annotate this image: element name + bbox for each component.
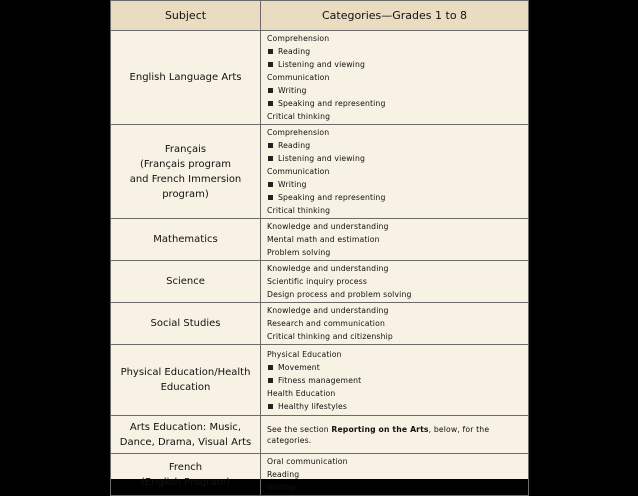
categories-cell	[261, 416, 529, 454]
category-bullet-item: Writing	[267, 84, 528, 97]
subject-label-line: (English Program)	[140, 476, 231, 488]
category-bullet-item: Listening and viewing	[267, 152, 528, 165]
table-body	[111, 31, 529, 496]
category-item: Design process and problem solving	[267, 290, 412, 299]
table-row	[111, 454, 529, 496]
category-bullet-item: Speaking and representing	[267, 97, 528, 110]
subject-label-line: Français	[164, 143, 207, 155]
categories-cell	[261, 219, 529, 261]
category-bullet-item: Writing	[267, 178, 528, 191]
category-bullet-item: Reading	[267, 139, 528, 152]
subject-label-line: and French Immersion	[129, 173, 242, 185]
category-bullet-item: Reading	[267, 45, 528, 58]
subject-cell	[111, 454, 261, 496]
subject-label-line: Mathematics	[153, 234, 218, 245]
table-row	[111, 345, 529, 416]
category-bullet-item: Healthy lifestyles	[267, 400, 528, 413]
category-bullet-item: Listening and viewing	[267, 58, 528, 71]
category-item: Comprehension	[267, 34, 330, 43]
category-item: Mental math and estimation	[267, 235, 380, 244]
note-text: See the section	[267, 424, 332, 434]
categories-cell	[261, 31, 529, 125]
subject-label-line: Arts Education: Music,	[129, 421, 242, 433]
category-item: Critical thinking	[267, 206, 331, 215]
category-note	[267, 424, 528, 446]
subject-label-line: Social Studies	[150, 318, 221, 329]
table-row	[111, 219, 529, 261]
subject-cell	[111, 261, 261, 303]
categories-cell	[261, 345, 529, 416]
subject-cell	[111, 31, 261, 125]
category-item: Critical thinking and citizenship	[267, 332, 393, 341]
category-item: Reading	[267, 470, 300, 479]
category-item: Knowledge and understanding	[267, 264, 389, 273]
subject-cell	[111, 125, 261, 219]
categories-table-page	[110, 0, 528, 492]
category-item: Knowledge and understanding	[267, 222, 389, 231]
table-header-row	[111, 1, 529, 31]
subject-label-line: French	[168, 461, 203, 473]
category-item: Critical thinking	[267, 112, 331, 121]
table-row	[111, 125, 529, 219]
subject-label-line: Physical Education/Health	[120, 367, 251, 378]
subject-column-header: Subject	[111, 1, 261, 31]
category-item: Comprehension	[267, 128, 330, 137]
category-item: Communication	[267, 167, 330, 176]
categories-cell	[261, 454, 529, 496]
category-bullet-item: Speaking and representing	[267, 191, 528, 204]
subject-label-line: program)	[162, 188, 209, 200]
subject-cell	[111, 303, 261, 345]
category-item: Writing	[267, 483, 296, 492]
categories-cell	[261, 261, 529, 303]
categories-cell	[261, 125, 529, 219]
categories-table	[110, 0, 529, 496]
subject-label-line: English Language Arts	[129, 72, 242, 83]
table-row	[111, 416, 529, 454]
category-bullet-item: Fitness management	[267, 374, 528, 387]
note-text: , below, for the categories.	[267, 424, 490, 445]
table-row	[111, 31, 529, 125]
table-row	[111, 303, 529, 345]
subject-cell	[111, 345, 261, 416]
category-item: Health Education	[267, 388, 336, 398]
category-item: Oral communication	[267, 457, 348, 466]
category-item: Communication	[267, 73, 330, 82]
subject-label-line: (Français program	[140, 158, 231, 170]
subject-label-line: Education	[160, 382, 211, 393]
category-item: Research and communication	[267, 319, 385, 328]
categories-cell	[261, 303, 529, 345]
subject-label-line: Science	[166, 276, 205, 287]
section-reference: Reporting on the Arts	[331, 424, 429, 434]
category-item: Knowledge and understanding	[267, 306, 389, 315]
subject-label-line: Dance, Drama, Visual Arts	[119, 436, 252, 448]
category-item: Scientific inquiry process	[267, 277, 367, 286]
table-row	[111, 261, 529, 303]
categories-column-header: Categories—Grades 1 to 8	[261, 1, 529, 31]
subject-cell	[111, 416, 261, 454]
subject-cell	[111, 219, 261, 261]
category-item: Physical Education	[267, 349, 342, 359]
category-bullet-item: Movement	[267, 361, 528, 374]
category-item: Problem solving	[267, 248, 331, 257]
